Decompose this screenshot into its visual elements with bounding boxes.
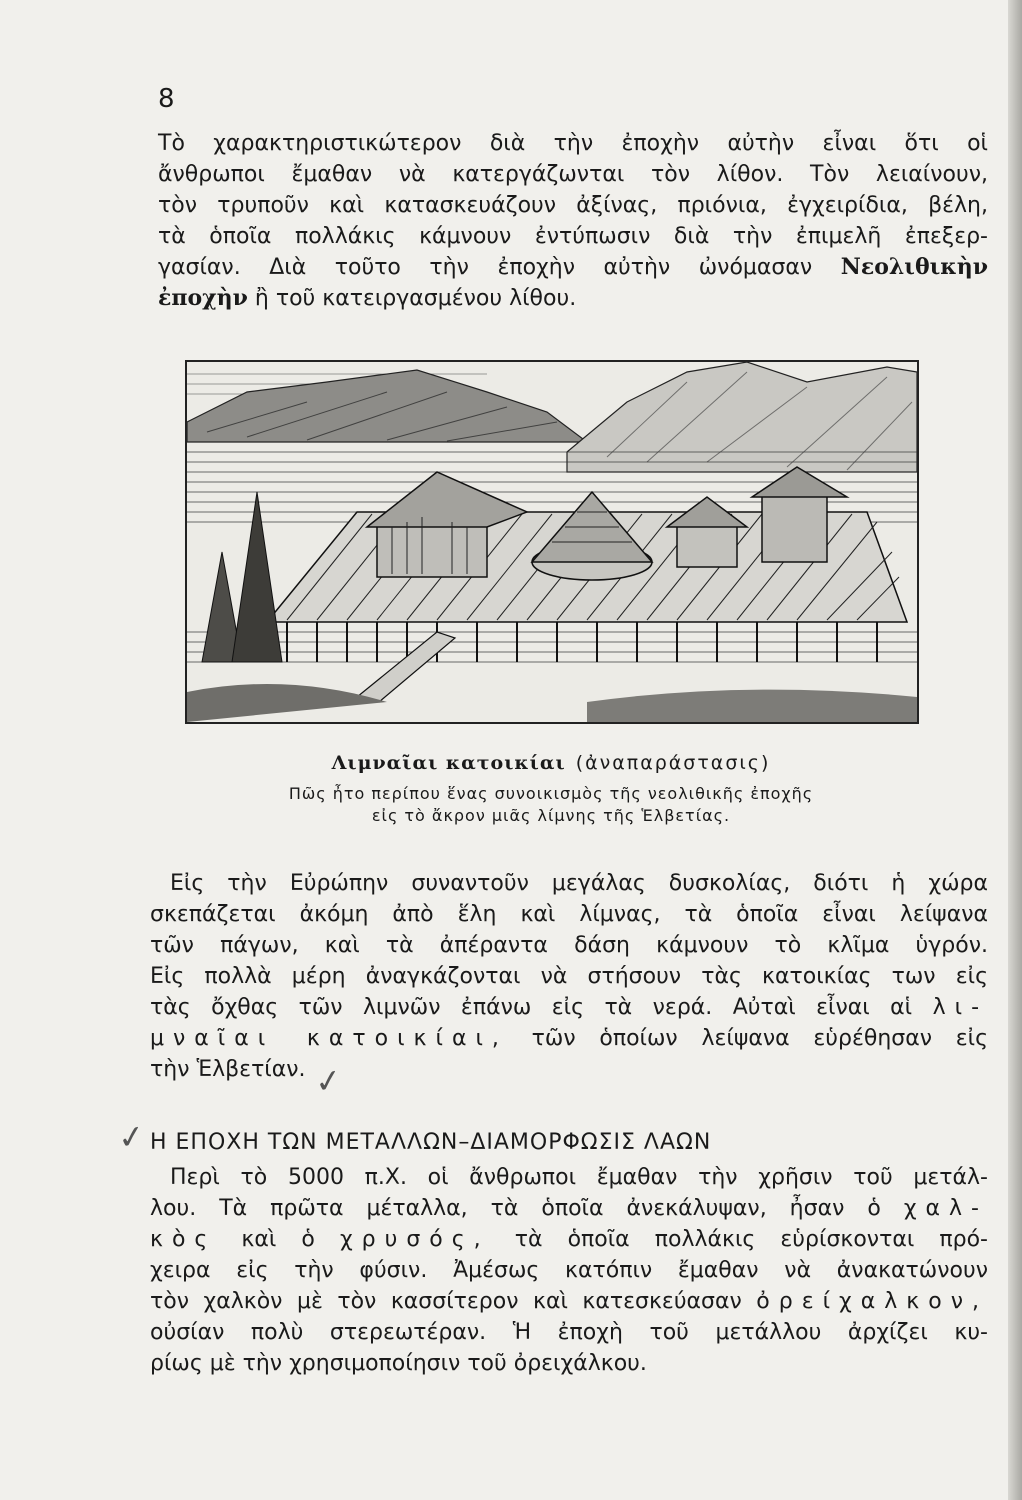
text-segment: τὰ ὁποῖα πολλάκις εὑρίσκονται πρό-: [514, 1227, 988, 1252]
text-line: Περὶ τὸ 5000 π.Χ. οἱ ἄνθρωποι ἔμαθαν τὴν χρῆσιν τοῦ μετάλ-: [170, 1165, 988, 1190]
text-segment: γασίαν. Διὰ τοῦτο τὴν ἐποχὴν αὐτὴν ὠνόμασαν: [158, 255, 813, 280]
paragraph-lake-dwellings: [150, 868, 988, 1085]
page-number: 8: [158, 84, 175, 114]
text-segment: καὶ ὁ: [241, 1227, 315, 1252]
text-line: ἄνθρωποι ἔμαθαν νὰ κατεργάζωνται τὸν λίθον. Τὸν λειαίνουν,: [158, 162, 988, 187]
text-line: ρίως μὲ τὴν χρησιμοποίησιν τοῦ ὀρειχάλκου.: [150, 1351, 647, 1376]
text-line: τὸν τρυποῦν καὶ κατασκευάζουν ἀξίνας, πριόνια, ἐγχειρίδια, βέλη,: [158, 193, 988, 218]
engraving-drawing: [187, 362, 917, 722]
spaced-term: κὸς: [150, 1227, 217, 1252]
text-line: [150, 1193, 988, 1224]
text-segment: τὸν χαλκὸν μὲ τὸν κασσίτερον καὶ κατεσκεύασαν: [150, 1289, 742, 1314]
text-line: [150, 1286, 988, 1317]
text-line: τῶν πάγων, καὶ τὰ ἀπέραντα δάση κάμνουν τὸ κλῖμα ὑγρόν.: [150, 933, 988, 958]
paragraph-neolithic: [158, 128, 988, 314]
text-line: [150, 1023, 988, 1054]
text-line: [150, 992, 988, 1023]
text-line: οὐσίαν πολὺ στερεωτέραν. Ἡ ἐποχὴ τοῦ μετάλλου ἀρχίζει κυ-: [150, 1320, 988, 1345]
text-line: Τὸ χαρακτηριστικώτερον διὰ τὴν ἐποχὴν αὐτὴν εἶναι ὅτι οἱ: [158, 131, 988, 156]
spaced-term: χρυσός,: [339, 1227, 490, 1252]
spaced-term: ὀρείχαλκον,: [756, 1289, 988, 1314]
spaced-term: λι-: [932, 995, 989, 1020]
text-line: τὴν Ἑλβετίαν.: [150, 1057, 306, 1082]
text-segment: τῶν ὁποίων λείψανα εὑρέθησαν εἰς: [531, 1026, 988, 1051]
lake-dwellings-illustration: [185, 360, 919, 724]
spaced-term: χαλ-: [903, 1196, 988, 1221]
caption-bold: Λιμναῖαι κατοικίαι: [331, 752, 566, 774]
text-segment: τὰς ὄχθας τῶν λιμνῶν ἐπάνω εἰς τὰ νερά. Αὐταὶ εἶναι αἱ: [150, 995, 913, 1020]
bold-term-neolithic: Νεολιθικὴν: [840, 254, 989, 280]
text-line: [150, 1224, 988, 1255]
caption-line: Πῶς ἦτο περίπου ἕνας συνοικισμὸς τῆς νεολιθικῆς ἐποχῆς: [288, 784, 814, 803]
figure-caption-title: [186, 752, 916, 774]
spaced-term: μναῖαι κατοικίαι,: [150, 1026, 508, 1051]
text-segment: ἢ τοῦ κατειργασμένου λίθου.: [254, 286, 577, 311]
text-line: [158, 283, 988, 314]
handwritten-check-mark: ✓: [312, 1060, 345, 1102]
bold-term-epoch: ἐποχὴν: [158, 285, 248, 311]
text-line: σκεπάζεται ἀκόμη ἀπὸ ἕλη καὶ λίμνας, τὰ ὁποῖα εἶναι λείψανα: [150, 902, 988, 927]
paragraph-metals: [150, 1162, 988, 1379]
caption-line: εἰς τὸ ἄκρον μιᾶς λίμνης τῆς Ἑλβετίας.: [371, 806, 731, 825]
text-segment: λου. Τὰ πρῶτα μέταλλα, τὰ ὁποῖα ἀνεκάλυψαν, ἦσαν ὁ: [150, 1196, 881, 1221]
text-line: τὰ ὁποῖα πολλάκις κάμνουν ἐντύπωσιν διὰ τὴν ἐπιμελῆ ἐπεξερ-: [158, 224, 988, 249]
text-line: χειρα εἰς τὴν φύσιν. Ἀμέσως κατόπιν ἔμαθαν νὰ ἀνακατώνουν: [150, 1258, 988, 1283]
text-line: Εἰς τὴν Εὐρώπην συναντοῦν μεγάλας δυσκολίας, διότι ἡ χώρα: [170, 871, 988, 896]
text-line: Εἰς πολλὰ μέρη ἀναγκάζονται νὰ στήσουν τὰς κατοικίας των εἰς: [150, 964, 988, 989]
page-edge: [1008, 0, 1022, 1500]
text-line: [158, 252, 988, 283]
handwritten-check-mark: ✓: [115, 1116, 148, 1158]
caption-subtitle: (ἀναπαράστασις): [575, 752, 771, 774]
section-heading: Η ΕΠΟΧΗ ΤΩΝ ΜΕΤΑΛΛΩΝ–ΔΙΑΜΟΡΦΩΣΙΣ ΛΑΩΝ: [150, 1130, 712, 1155]
